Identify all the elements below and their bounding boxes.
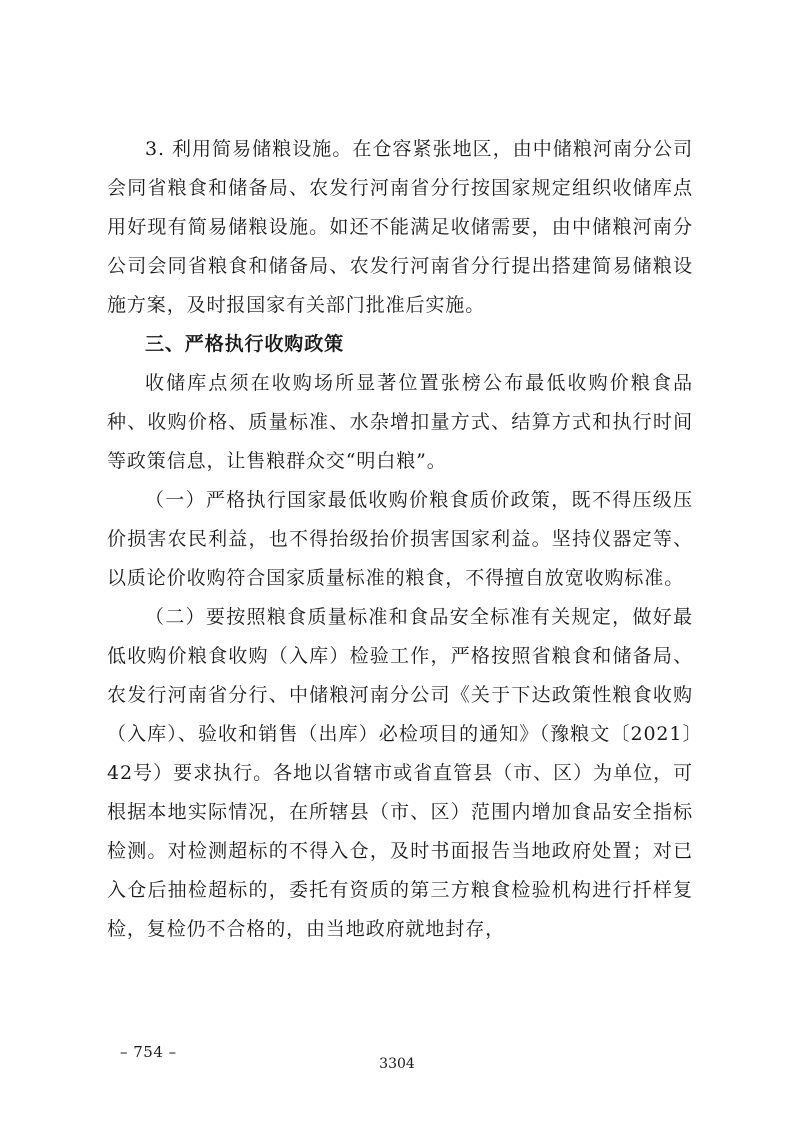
paragraph-public-notice: 收储库点须在收购场所显著位置张榜公布最低收购价粮食品种、收购价格、质量标准、水杂增扣量方式、结算方式和执行时间等政策信息，让售粮群众交“明白粮”。	[107, 372, 693, 472]
paragraph-item-1: （一）严格执行国家最低收购价粮食质价政策，既不得压级压价损害农民利益，也不得抬级抬价损害国家利益。坚持仪器定等、以质论价收购符合国家质量标准的粮食，不得擅自放宽收购标准。	[107, 489, 693, 589]
page-number: – 754 –	[120, 1043, 177, 1061]
section-heading-3: 三、严格执行收购政策	[145, 333, 345, 355]
body-text	[107, 130, 693, 949]
paragraph-simple-storage: 3. 利用简易储粮设施。在仓容紧张地区，由中储粮河南分公司会同省粮食和储备局、农发行河南省分行按国家规定组织收储库点用好现有简易储粮设施。如还不能满足收储需要，由中储粮河南分公司会同省粮食和储备局、农发行河南省分行提出搭建简易储粮设施方案，及时报国家有关部门批准后实施。	[107, 138, 693, 316]
paragraph-item-2: （二）要按照粮食质量标准和食品安全标准有关规定，做好最低收购价粮食收购（入库）检验工作，严格按照省粮食和储备局、农发行河南省分行、中储粮河南分公司《关于下达政策性粮食收购（入库）、验收和销售（出库）必检项目的通知》（豫粮文〔2021〕42号）要求执行。各地以省辖市或省直管县（市、区）为单位，可根据本地实际情况，在所辖县（市、区）范围内增加食品安全指标检测。对检测超标的不得入仓，及时书面报告当地政府处置；对已入仓后抽检超标的，委托有资质的第三方粮食检验机构进行扦样复检，复检仍不合格的，由当地政府就地封存，	[107, 606, 693, 940]
sequence-number: 3304	[379, 1056, 415, 1072]
